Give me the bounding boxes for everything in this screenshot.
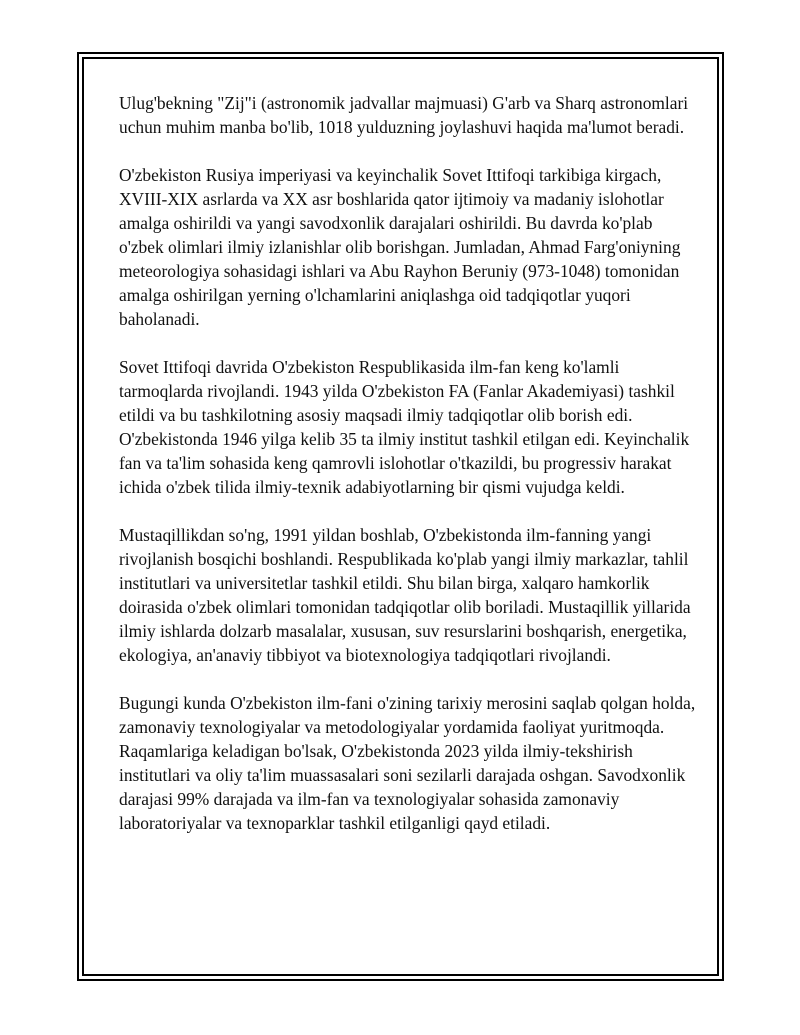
paragraph-4: Mustaqillikdan so'ng, 1991 yildan boshlab, O'zbekistonda ilm-fanning yangi rivojlanish bosqichi boshlandi. Respublikada ko'plab yangi ilmiy markazlar, tahlil institutlari va universitetlar tashkil etildi. Shu bilan birga, xalqaro hamkorlik doirasida o'zbek olimlari tomonidan tadqiqotlar olib boriladi. Mustaqillik yillarida ilmiy ishlarda dolzarb masalalar, xususan, suv resurslarini boshqarish, energetika, ekologiya, an'anaviy tibbiyot va biotexnologiya tadqiqotlari rivojlandi. xyxy=(119,525,691,665)
paragraph-5: Bugungi kunda O'zbekiston ilm-fani o'zining tarixiy merosini saqlab qolgan holda, zamonaviy texnologiyalar va metodologiyalar yordamida faoliyat yuritmoqda. Raqamlariga keladigan bo'lsak, O'zbekistonda 2023 yilda ilmiy-tekshirish institutlari va oliy ta'lim muassasalari soni sezilarli darajada oshgan. Savodxonlik darajasi 99% darajada va ilm-fan va texnologiyalar sohasida zamonaviy laboratoriyalar va texnoparklar tashkil etilganligi qayd etiladi. xyxy=(119,693,696,833)
paragraph-3: Sovet Ittifoqi davrida O'zbekiston Respublikasida ilm-fan keng ko'lamli tarmoqlarda rivojlandi. 1943 yilda O'zbekiston FA (Fanlar Akademiyasi) tashkil etildi va bu tashkilotning asosiy maqsadi ilmiy tadqiqotlar olib borish edi. O'zbekistonda 1946 yilga kelib 35 ta ilmiy institut tashkil etilgan edi. Keyinchalik fan va ta'lim sohasida keng qamrovli islohotlar o'tkazildi, bu progressiv harakat ichida o'zbek tilida ilmiy-texnik adabiyotlarning bir qismi vujudga keldi. xyxy=(119,357,690,497)
paragraph-1: Ulug'bekning "Zij"i (astronomik jadvallar majmuasi) G'arb va Sharq astronomlari uchun muhim manba bo'lib, 1018 yulduzning joylashuvi haqida ma'lumot beradi. xyxy=(119,93,689,137)
paragraph-2: O'zbekiston Rusiya imperiyasi va keyinchalik Sovet Ittifoqi tarkibiga kirgach, XVIII-XIX asrlarda va XX asr boshlarida qator ijtimoiy va madaniy islohotlar amalga oshirildi va yangi savodxonlik darajalari oshirildi. Bu davrda ko'plab o'zbek olimlari ilmiy izlanishlar olib borishgan. Jumladan, Ahmad Farg'oniyning meteorologiya sohasidagi ishlari va Abu Rayhon Beruniy (973-1048) tomonidan amalga oshirilgan yerning o'lchamlarini aniqlashga oid tadqiqotlar yuqori baholanadi. xyxy=(119,165,681,329)
document-body xyxy=(119,91,699,859)
